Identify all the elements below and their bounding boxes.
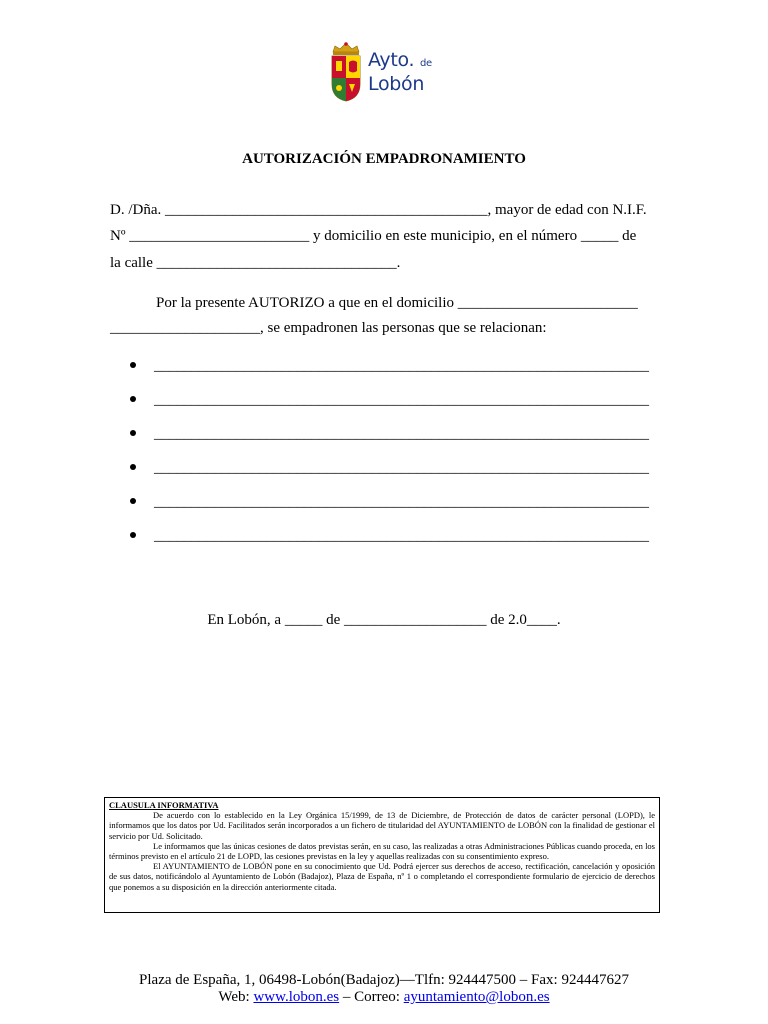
- place-date-line[interactable]: En Lobón, a _____ de ___________________ de 2.0____.: [207, 612, 561, 628]
- person-blank[interactable]: __________________________________________________________________: [154, 426, 649, 442]
- bullet-icon: [130, 498, 136, 504]
- person-blank[interactable]: __________________________________________________________________: [154, 460, 649, 476]
- coat-of-arms-icon: [328, 40, 364, 104]
- logo-wordmark: [368, 50, 432, 94]
- email-link[interactable]: ayuntamiento@lobon.es: [403, 989, 550, 1005]
- list-item[interactable]: [130, 494, 649, 528]
- list-item[interactable]: [130, 392, 649, 426]
- clause-paragraph: Le informamos que las únicas cesiones de datos previstas serán, en su caso, las realizadas a otras Administraciones Públicas cuando proceda, en los términos previsto en el artículo 21 de LOPD, las cesiones previstas en la ley y aquellas realizadas con su consentimiento expreso.: [109, 840, 655, 862]
- logo-lobon: Lobón: [368, 73, 425, 95]
- page-footer: [0, 972, 768, 1006]
- form-line-street[interactable]: la calle ________________________________.: [110, 255, 401, 271]
- clause-paragraph: El AYUNTAMIENTO de LOBÓN pone en su conocimiento que Ud. Podrá ejercer sus derechos de acceso, rectificación, cancelación y oposición de sus datos, notificándolo al Ayuntamiento de Lobón (Badajoz), Plaza de España, nº 1 o completando el correspondiente formulario de ejercicio de derechos que ponemos a su disposición en la dirección anteriormente citada.: [109, 861, 655, 892]
- clause-title: CLAUSULA INFORMATIVA: [109, 800, 219, 810]
- person-blank[interactable]: __________________________________________________________________: [154, 528, 649, 544]
- footer-address: Plaza de España, 1, 06498-Lobón(Badajoz)—Tlfn: 924447500 – Fax: 924447627: [139, 972, 629, 988]
- form-line-authorization[interactable]: Por la presente AUTORIZO a que en el domicilio ________________________: [156, 295, 638, 311]
- list-item[interactable]: [130, 460, 649, 494]
- logo-de: de: [419, 58, 432, 69]
- person-blank[interactable]: __________________________________________________________________: [154, 358, 649, 374]
- bullet-icon: [130, 532, 136, 538]
- list-item[interactable]: [130, 426, 649, 460]
- form-line-persons[interactable]: ____________________, se empadronen las personas que se relacionan:: [110, 320, 547, 336]
- person-blank[interactable]: __________________________________________________________________: [154, 494, 649, 510]
- bullet-icon: [130, 430, 136, 436]
- bullet-icon: [130, 396, 136, 402]
- footer-mail-label: – Correo:: [339, 989, 404, 1005]
- clause-paragraph: De acuerdo con lo establecido en la Ley Orgánica 15/1999, de 13 de Diciembre, de Protección de datos de carácter personal (LOPD), le informamos que los datos por Ud. Facilitados serán incorporados a un fichero de titularidad del AYUNTAMIENTO de LOBÓN con la finalidad de gestionar el servicio por Ud. Solicitado.: [109, 810, 655, 841]
- list-item[interactable]: [130, 358, 649, 392]
- persons-list: [130, 358, 649, 562]
- website-link[interactable]: www.lobon.es: [253, 989, 340, 1005]
- footer-web-label: Web:: [218, 989, 254, 1005]
- list-item[interactable]: [130, 528, 649, 562]
- footer-contact: [0, 989, 768, 1006]
- logo-ayto: Ayto.: [368, 49, 415, 71]
- form-line-nif[interactable]: Nº ________________________ y domicilio en este municipio, en el número _____ de: [110, 228, 637, 244]
- person-blank[interactable]: __________________________________________________________________: [154, 392, 649, 408]
- document-title: AUTORIZACIÓN EMPADRONAMIENTO: [242, 151, 526, 167]
- ayuntamiento-logo: [328, 40, 438, 104]
- bullet-icon: [130, 464, 136, 470]
- informative-clause-box: [104, 797, 660, 913]
- bullet-icon: [130, 362, 136, 368]
- form-line-name[interactable]: D. /Dña. ___________________________________________, mayor de edad con N.I.F.: [110, 202, 647, 218]
